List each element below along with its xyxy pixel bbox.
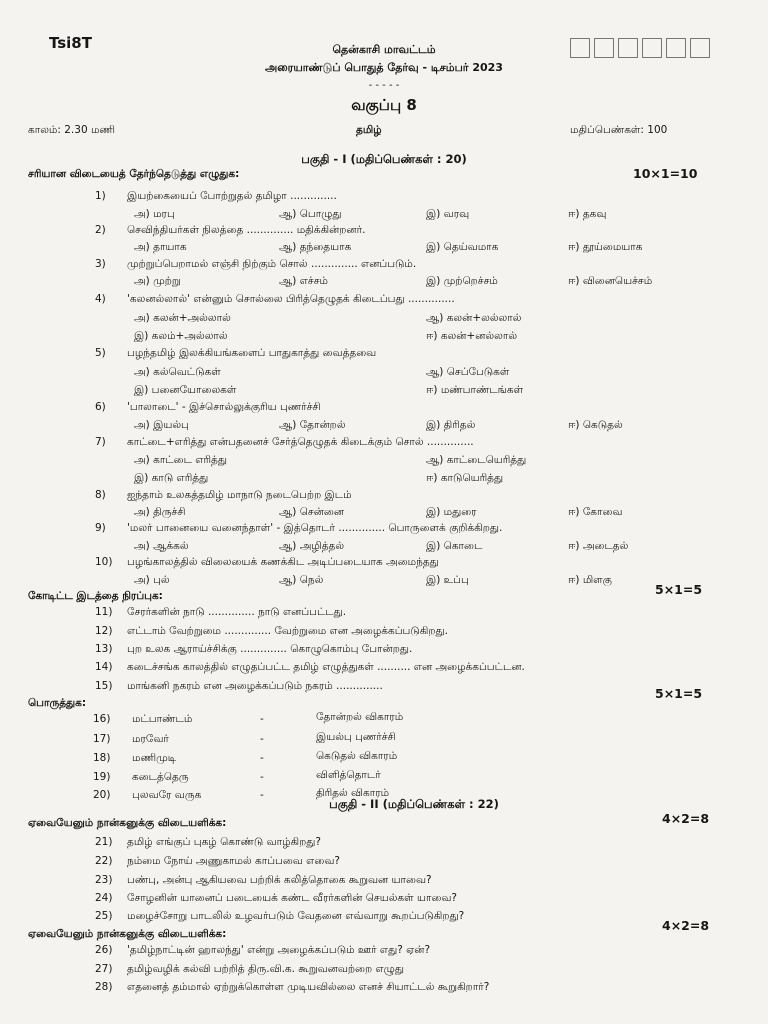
option-b: ஆ) கலன்+லல்லால் [426, 312, 522, 324]
option-b: ஆ) நெல் [279, 574, 324, 586]
question-text: தமிழ்வழிக் கல்வி பற்றித் திரு.வி.க. கூறுவனவற்றை எழுது [127, 963, 404, 975]
question-number: 24) [95, 892, 113, 904]
question-text: 'மலர் பானையை வனைந்தாள்' - இத்தொடர் .............. பொருளைக் குறிக்கிறது. [127, 522, 503, 534]
option-d: ஈ) கோவை [568, 506, 623, 518]
choose-marks: 10×1=10 [633, 166, 698, 181]
time-label: காலம்: 2.30 மணி [28, 124, 116, 136]
option-d: ஈ) காடுயெரித்து [426, 472, 504, 484]
option-a: அ) ஆக்கல் [134, 540, 189, 552]
option-a: அ) கல்வெட்டுகள் [134, 366, 221, 378]
option-c: இ) திரிதல் [426, 419, 476, 431]
match-right: திரிதல் விகாரம் [316, 787, 390, 799]
match-right: கெடுதல் விகாரம் [316, 750, 398, 762]
question-21 [95, 836, 321, 849]
question-12 [95, 625, 448, 638]
question-number: 15) [95, 680, 113, 692]
question-number: 14) [95, 661, 113, 673]
question-text: பழங்காலத்தில் விலையைக் கணக்கிட அடிப்படையாக அமைந்தது [127, 556, 439, 568]
question-number: 28) [95, 981, 113, 993]
question-text: எதனைத் தம்மால் ஏற்றுக்கொள்ள முடியவில்லை எனச் சியாட்டல் கூறுகிறார்? [127, 981, 490, 993]
question-text: செவிந்தியர்கள் நிலத்தை .............. மதிக்கின்றனர். [127, 224, 366, 236]
exam-title: அரையாண்டுப் பொதுத் தேர்வு - டிசம்பர் 2023 [265, 61, 503, 74]
match-dash: - [260, 713, 264, 725]
option-a: அ) காட்டை எரித்து [134, 454, 227, 466]
fill-marks: 5×1=5 [655, 582, 703, 597]
question-text: புற உலக ஆராய்ச்சிக்கு .............. கொழுகொம்பு போன்றது. [127, 643, 413, 655]
question-number: 9) [95, 522, 106, 534]
question-27 [95, 963, 404, 976]
match-dash: - [260, 789, 264, 801]
match-left: கடைத்தெரு [132, 771, 189, 783]
question-26 [95, 944, 430, 957]
paper-code: Tsi8T [49, 34, 92, 52]
option-a: அ) கலன்+அல்லால் [134, 312, 231, 324]
match-number: 19) [93, 771, 111, 783]
question-text: இயற்கையைப் போற்றுதல் தமிழா .............. [127, 190, 337, 202]
match-number: 20) [93, 789, 111, 801]
question-24 [95, 892, 457, 905]
question-text: பழந்தமிழ் இலக்கியங்களைப் பாதுகாத்து வைத்தவை [127, 347, 377, 359]
match-left: மட்பாண்டம் [132, 713, 193, 725]
standard-title: வகுப்பு 8 [351, 96, 417, 114]
match-right: விளித்தொடர் [316, 769, 381, 781]
setB-marks: 4×2=8 [662, 918, 710, 933]
question-22 [95, 855, 340, 868]
option-a: அ) முற்று [134, 275, 181, 287]
option-d: ஈ) வினையெச்சம் [568, 275, 653, 287]
match-number: 16) [93, 713, 111, 725]
question-number: 8) [95, 489, 106, 501]
option-a: அ) இயல்பு [134, 419, 189, 431]
match-right: இயல்பு புணர்ச்சி [316, 731, 396, 743]
question-number: 10) [95, 556, 113, 568]
question-15 [95, 680, 383, 693]
question-text: சேரர்களின் நாடு .............. நாடு எனப்பட்டது. [127, 606, 347, 618]
option-b: ஆ) அழித்தல் [279, 540, 345, 552]
divider-dashes: - - - - - [368, 80, 400, 91]
option-d: ஈ) மண்பாண்டங்கள் [426, 384, 524, 396]
option-b: ஆ) பொழுது [279, 208, 342, 220]
option-c: இ) பனையோலைகள் [134, 384, 237, 396]
match-marks: 5×1=5 [655, 686, 703, 701]
match-heading: பொருத்துக: [28, 697, 87, 709]
question-3 [95, 258, 416, 271]
question-text: பண்பு, அன்பு ஆகியவை பற்றிக் கலித்தொகை கூறுவன யாவை? [127, 874, 432, 886]
question-text: மழைச்சோறு பாடலில் உழவர்படும் வேதனை எவ்வாறு கூறப்படுகிறது? [127, 910, 465, 922]
question-6 [95, 401, 321, 414]
option-d: ஈ) தகவு [568, 208, 607, 220]
option-b: ஆ) தந்தையாக [279, 241, 352, 253]
question-4 [95, 293, 455, 306]
question-number: 21) [95, 836, 113, 848]
question-5 [95, 347, 376, 360]
district-name: தென்காசி மாவட்டம் [332, 43, 436, 56]
option-a: அ) திருச்சி [134, 506, 186, 518]
match-right: தோன்றல் விகாரம் [316, 711, 404, 723]
choose-heading: சரியான விடையைத் தேர்ந்தெடுத்து எழுதுக: [28, 168, 240, 180]
question-number: 7) [95, 436, 106, 448]
setB-heading: ஏவையேனும் நான்கனுக்கு விடையளிக்க: [28, 928, 227, 940]
question-text: முற்றுப்பெறாமல் எஞ்சி நிற்கும் சொல் .............. எனப்படும். [127, 258, 417, 270]
option-b: ஆ) சென்னை [279, 506, 344, 518]
option-c: இ) காடு எரித்து [134, 472, 209, 484]
match-left: மணிமுடி [132, 752, 177, 764]
question-number: 22) [95, 855, 113, 867]
question-number: 23) [95, 874, 113, 886]
question-text: ஐந்தாம் உலகத்தமிழ் மாநாடு நடைபெற்ற இடம் [127, 489, 352, 501]
question-13 [95, 643, 412, 656]
option-a: அ) தாயாக [134, 241, 187, 253]
question-number: 27) [95, 963, 113, 975]
question-text: மாங்கனி நகரம் என அழைக்கப்படும் நகரம் .............. [127, 680, 383, 692]
match-dash: - [260, 771, 264, 783]
option-c: இ) உப்பு [426, 574, 469, 586]
option-c: இ) முற்றெச்சம் [426, 275, 498, 287]
question-number: 3) [95, 258, 106, 270]
question-number: 12) [95, 625, 113, 637]
question-number: 25) [95, 910, 113, 922]
question-number: 6) [95, 401, 106, 413]
match-dash: - [260, 733, 264, 745]
question-28 [95, 981, 489, 994]
option-c: இ) தெய்வமாக [426, 241, 499, 253]
question-text: காட்டை+எரித்து என்பதனைச் சேர்த்தெழுதக் கிடைக்கும் சொல் .............. [127, 436, 474, 448]
match-number: 18) [93, 752, 111, 764]
fill-heading: கோடிட்ட இடத்தை நிரப்புக: [28, 590, 163, 602]
question-7 [95, 436, 474, 449]
setA-heading: ஏவையேனும் நான்கனுக்கு விடையளிக்க: [28, 817, 227, 829]
question-text: 'தமிழ்நாட்டின் ஹாலந்து' என்று அழைக்கப்படும் ஊர் எது? ஏன்? [127, 944, 431, 956]
option-d: ஈ) கெடுதல் [568, 419, 623, 431]
option-b: ஆ) காட்டையெரித்து [426, 454, 527, 466]
question-text: 'பாலாடை' - இச்சொல்லுக்குரிய புணர்ச்சி [127, 401, 321, 413]
match-left: புலவரே வருக [132, 789, 202, 801]
setA-marks: 4×2=8 [662, 811, 710, 826]
option-a: அ) மரபு [134, 208, 175, 220]
question-text: நம்மை நோய் அணுகாமல் காப்பவை எவை? [127, 855, 340, 867]
question-text: எட்டாம் வேற்றுமை .............. வேற்றுமை என அழைக்கப்படுகிறது. [127, 625, 448, 637]
question-9 [95, 522, 502, 535]
total-marks: மதிப்பெண்கள்: 100 [570, 124, 668, 136]
part2-title: பகுதி - II (மதிப்பெண்கள் : 22) [329, 797, 499, 811]
option-c: இ) வரவு [426, 208, 470, 220]
option-d: ஈ) கலன்+னல்லால் [426, 330, 518, 342]
option-c: இ) மதுரை [426, 506, 477, 518]
question-25 [95, 910, 464, 923]
option-b: ஆ) எச்சம் [279, 275, 328, 287]
option-d: ஈ) மிளகு [568, 574, 612, 586]
question-1 [95, 190, 337, 203]
option-c: இ) கலம்+அல்லால் [134, 330, 228, 342]
question-11 [95, 606, 346, 619]
question-number: 2) [95, 224, 106, 236]
option-c: இ) கொடை [426, 540, 483, 552]
option-d: ஈ) அடைதல் [568, 540, 629, 552]
part1-title: பகுதி - I (மதிப்பெண்கள் : 20) [301, 152, 467, 166]
question-10 [95, 556, 439, 569]
option-b: ஆ) செப்பேடுகள் [426, 366, 510, 378]
question-14 [95, 661, 525, 674]
match-left: மரவேர் [132, 733, 169, 745]
match-dash: - [260, 752, 264, 764]
question-number: 5) [95, 347, 106, 359]
option-a: அ) புல் [134, 574, 170, 586]
question-8 [95, 489, 352, 502]
question-text: கடைச்சங்க காலத்தில் எழுதப்பட்ட தமிழ் எழுத்துகள் .......... என அழைக்கப்பட்டன. [127, 661, 525, 673]
question-number: 13) [95, 643, 113, 655]
question-number: 11) [95, 606, 113, 618]
option-b: ஆ) தோன்றல் [279, 419, 346, 431]
question-number: 4) [95, 293, 106, 305]
subject-title: தமிழ் [356, 124, 382, 136]
question-number: 1) [95, 190, 106, 202]
question-number: 26) [95, 944, 113, 956]
question-text: தமிழ் எங்குப் புகழ் கொண்டு வாழ்கிறது? [127, 836, 321, 848]
question-text: சோழனின் யானைப் படையைக் கண்ட வீரர்களின் செயல்கள் யாவை? [127, 892, 457, 904]
question-text: 'கலனல்லால்' என்னும் சொல்லை பிரித்தெழுதக் கிடைப்பது .............. [127, 293, 455, 305]
question-23 [95, 874, 432, 887]
question-2 [95, 224, 365, 237]
option-d: ஈ) தூய்மையாக [568, 241, 643, 253]
match-number: 17) [93, 733, 111, 745]
